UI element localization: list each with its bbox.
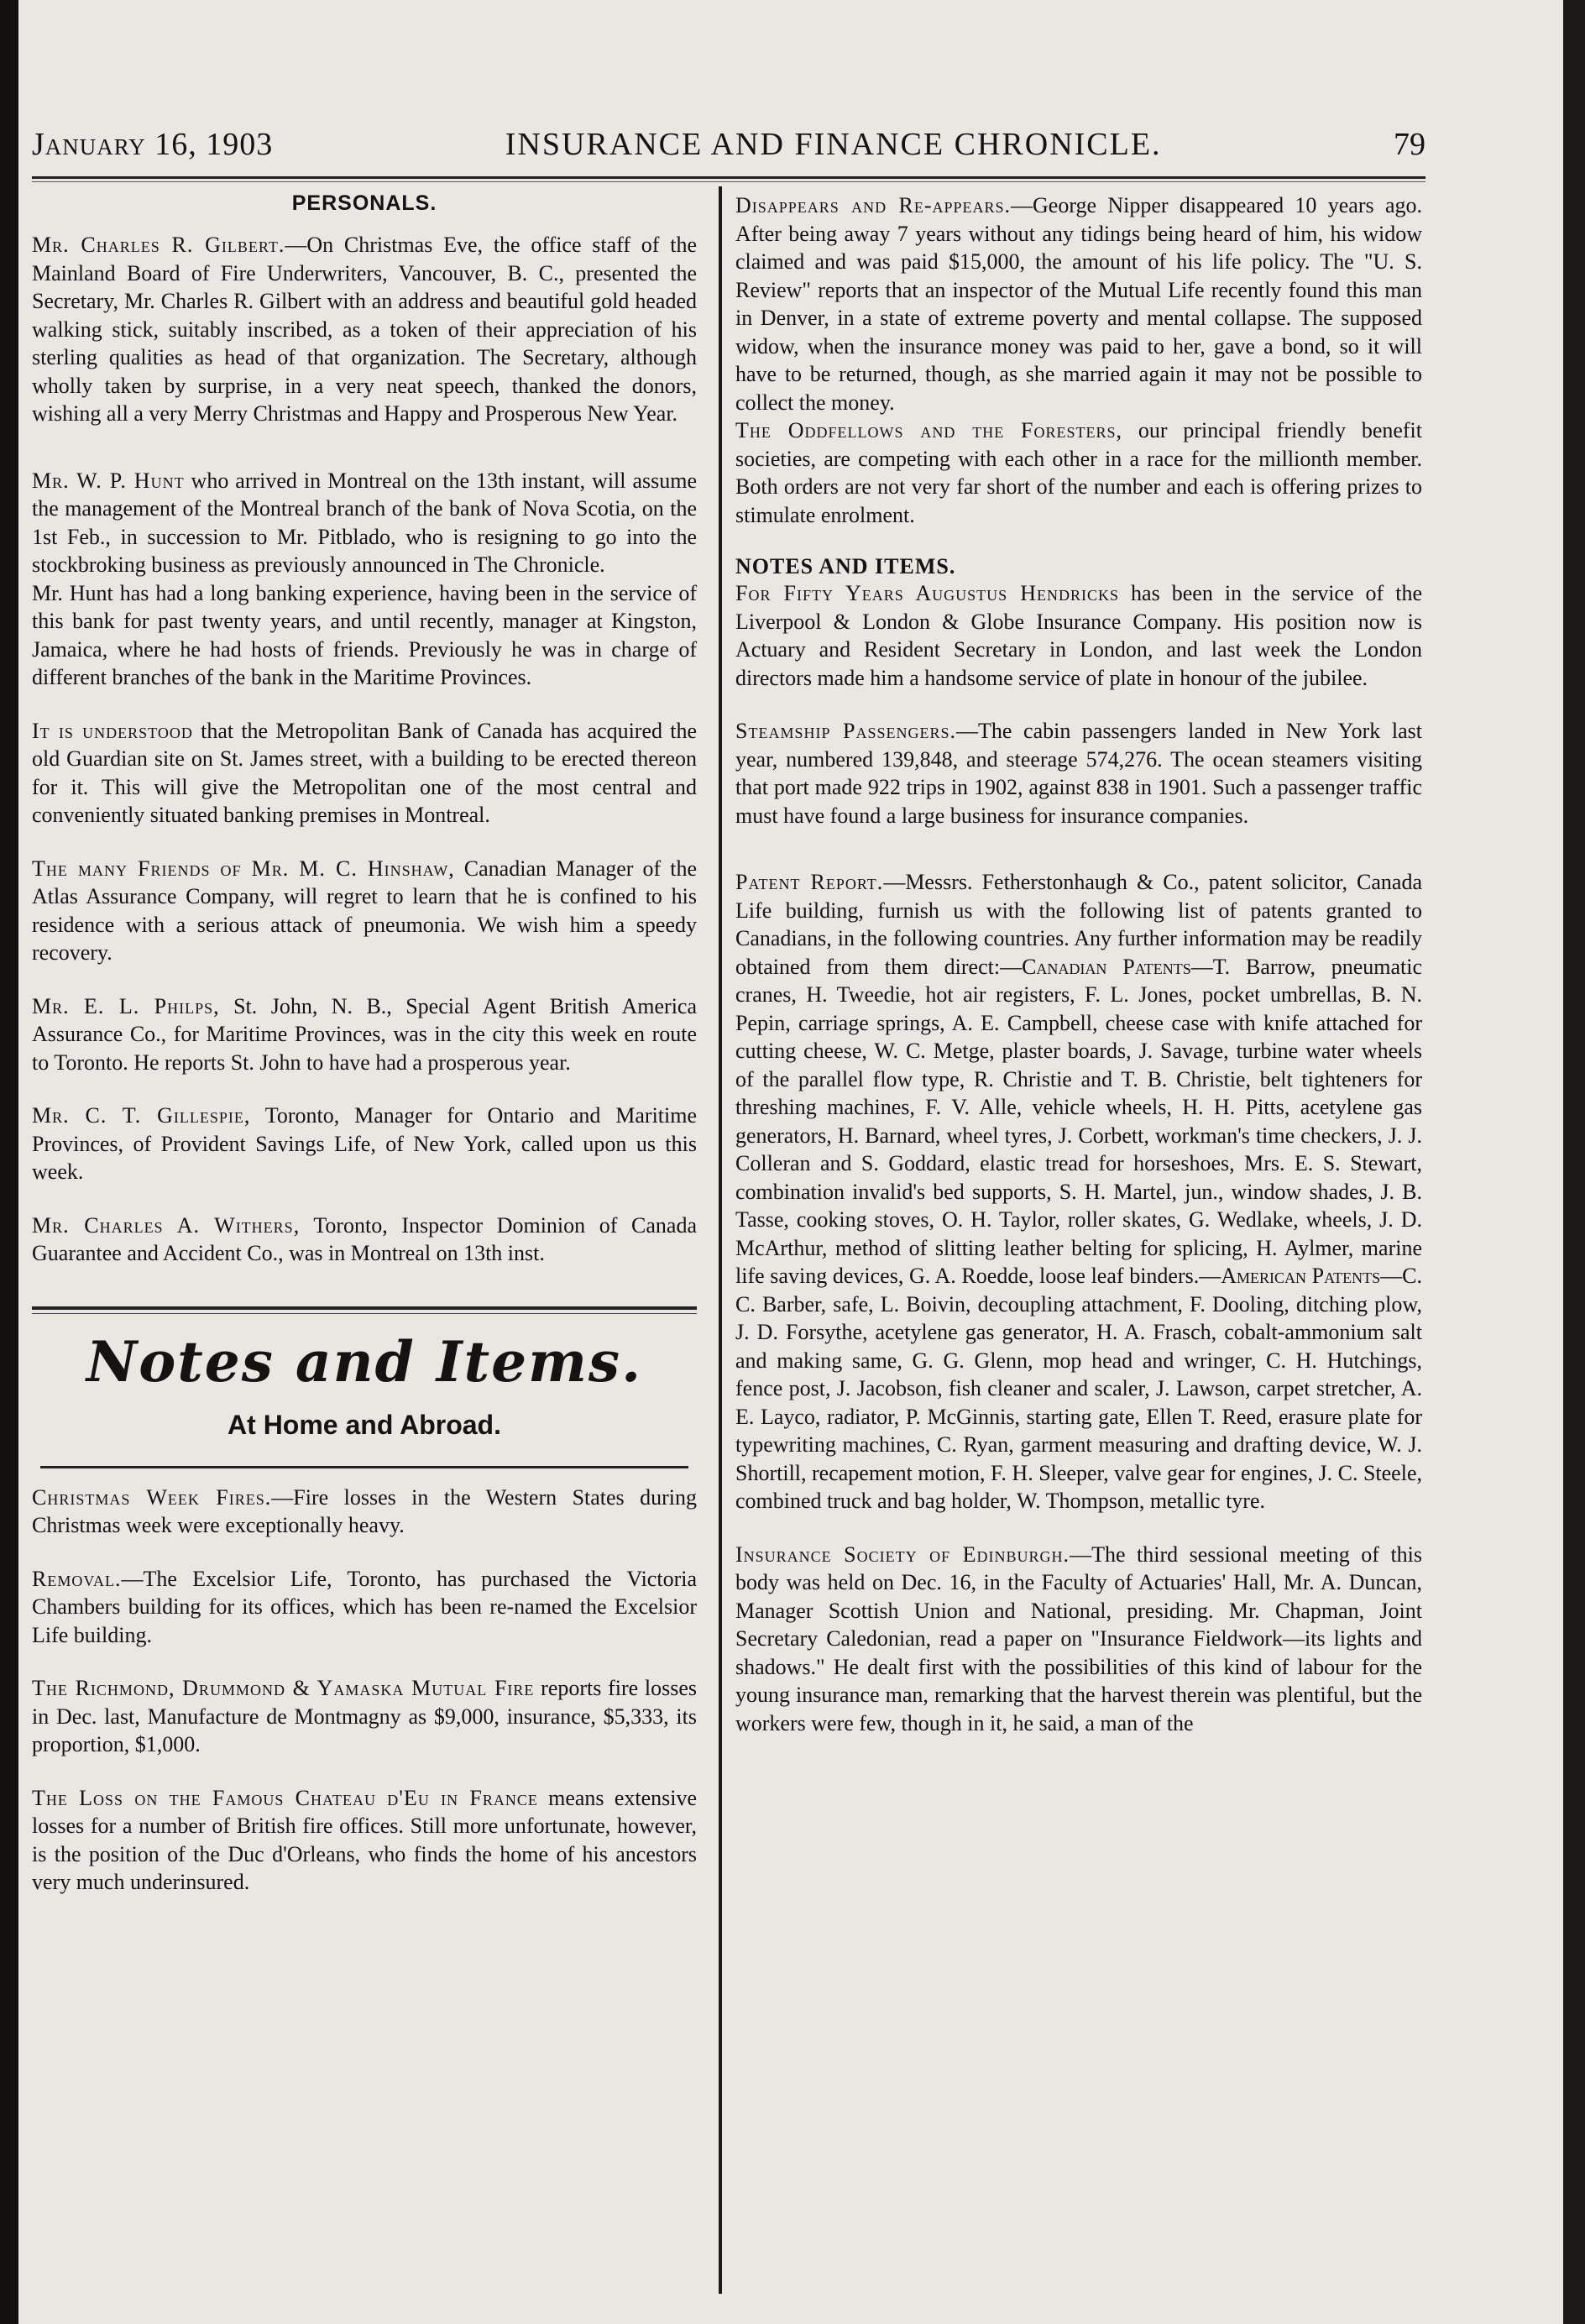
item-lead: Steamship Passengers. xyxy=(735,719,957,743)
item-body: —Messrs. Fetherstonhaugh & Co., patent solicitor, Canada Life building, furnish us with the following list of patents granted to Canadians, in the following countries. Any further information may be readily obtained from them direct:— xyxy=(735,870,1423,979)
item-chateau-deu xyxy=(32,1784,697,1897)
item-body: —George Nipper disappeared 10 years ago. After being away 7 years without any tidings being heard of him, his widow claimed and was paid $15,000, the amount of his life policy. The "U. S. Review" reports that an inspector of the Mutual Life recently found this man in Denver, in a state of extreme poverty and mental collapse. The supposed widow, when the insurance money was paid to her, gave a bond, so it will have to be returned, though, as she married again it may not be possible to collect the money. xyxy=(735,193,1422,415)
item-body: —On Christmas Eve, the office staff of the Mainland Board of Fire Underwriters, Vancouver, B. C., presented the Secretary, Mr. Charles R. Gilbert with an address and beautiful gold headed walking stick, suitably inscribed, as a token of their appreciation of his sterling qualities as head of that organization. The Secretary, although wholly taken by surprise, in a very neat speech, thanked the donors, wishing all a very Merry Christmas and Happy and Prosperous New Year. xyxy=(32,233,698,426)
item-hunt xyxy=(32,467,697,579)
notes-subtitle: At Home and Abroad. xyxy=(228,1409,501,1440)
item-lead: The Loss on the Famous Chateau d'Eu in France xyxy=(32,1785,538,1810)
item-body: —The Excelsior Life, Toronto, has purchased the Victoria Chambers building for its offices, which has been re-named the Excelsior Life building. xyxy=(32,1566,697,1647)
item-hinshaw xyxy=(32,855,697,967)
item-lead: For Fifty Years Augustus Hendricks xyxy=(735,581,1120,605)
item-lead: The many Friends of Mr. M. C. Hinshaw, xyxy=(32,856,455,881)
item-lead: Patent Report. xyxy=(735,870,884,894)
item-body: —The third sessional meeting of this body was held on Dec. 16, in the Faculty of Actuaries' Hall, Mr. A. Duncan, Manager Scottish Union and National, presiding. Mr. Chapman, Joint Secretary Caledonian, read a paper on "Insurance Fieldwork—its lights and shadows." He dealt first with the possibilities of this kind of labour for the young insurance man, remarking that the harvest therein was plentiful, but the workers were few, though in it, he said, a man of the xyxy=(735,1541,1423,1735)
section-rule xyxy=(32,1306,697,1310)
running-header xyxy=(32,126,1425,176)
item-christmas-fires xyxy=(32,1484,697,1540)
left-column xyxy=(32,191,697,1897)
canadian-patents-label: Canadian Patents xyxy=(1022,954,1191,979)
item-body: Canadian Manager of the Atlas Assurance Company, will regret to learn that he is confined to his residence with a serious attack of pneumonia. We wish him a speedy recovery. xyxy=(32,856,697,965)
american-patents-label: American Patents xyxy=(1221,1264,1381,1288)
item-disappears xyxy=(735,191,1422,416)
item-lead: Mr. Charles A. Withers, xyxy=(32,1212,301,1238)
item-hendricks xyxy=(735,579,1422,692)
item-steamship xyxy=(735,717,1422,830)
item-body: —Fire losses in the Western States during Christmas week were exceptionally heavy. xyxy=(32,1484,697,1537)
item-body: reports fire losses in Dec. last, Manufacture de Montmagny as $9,000, insurance, $5,333, its proportion, $1,000. xyxy=(32,1676,697,1756)
item-removal xyxy=(32,1565,697,1650)
item-body: means extensive losses for a number of British fire offices. Still more unfortunate, however, is the position of the Duc d'Orleans, who finds the home of his ancestors very much underinsured. xyxy=(32,1785,698,1894)
item-lead: It is understood xyxy=(32,718,193,743)
item-body: Toronto, Manager for Ontario and Maritime Provinces, of Provident Savings Life, of New York, called upon us this week. xyxy=(32,1103,697,1184)
item-richmond-mutual xyxy=(32,1674,697,1759)
notes-and-items-title: Notes and Items. xyxy=(86,1328,643,1395)
item-lead: Insurance Society of Edinburgh. xyxy=(735,1541,1070,1567)
scan-edge-right xyxy=(1563,0,1585,2324)
item-gillespie xyxy=(32,1102,697,1186)
item-hunt-2: Mr. Hunt has had a long banking experience, having been in the service of this bank for past twenty years, and until recently, manager at Kingston, Jamaica, where he had hosts of friends. Previously he was in charge of different branches of the bank in the Maritime Provinces. xyxy=(32,580,697,689)
item-body: St. John, N. B., Special Agent British America Assurance Co., for Maritime Provinces, was in the city this week en route to Toronto. He reports St. John to have had a prosperous year. xyxy=(32,993,697,1075)
item-metropolitan xyxy=(32,717,697,830)
item-withers xyxy=(32,1212,697,1268)
item-lead: The Oddfellows and the Foresters, xyxy=(735,418,1123,442)
item-body: —T. Barrow, pneumatic cranes, H. Tweedie, hot air registers, F. L. Jones, pocket umbrellas, B. N. Pepin, carriage springs, A. E. Campbell, cheese case with knife attached for cutting cheese, W. C. Metge, plaster boards, J. Savage, turbine water wheels of the parallel flow type, R. Christie and T. B. Christie, belt tighteners for threshing machines, F. V. Alle, vehicle wheels, H. H. Pitts, acetylene gas generators, H. Barnard, wheel tyres, J. Corbett, workman's time checkers, J. J. Colleran and S. Goddard, elastic tread for horseshoes, Mrs. E. S. Stewart, combination invalid's bed supports, S. H. Martel, jun., window shades, J. B. Tasse, cooking stoves, O. H. Taylor, roller skates, G. Wedlake, wheels, J. D. McArthur, method of slitting leather belting for splicing, H. Aylmer, marine life saving devices, G. A. Roedde, loose leaf binders.— xyxy=(735,954,1422,1288)
page-number: 79 xyxy=(1394,127,1425,162)
item-body: who arrived in Montreal on the 13th instant, will assume the management of the Montreal branch of the bank of Nova Scotia, on the 1st Feb., in succession to Mr. Pitblado, who is resigning to go into the stockbroking business as previously announced in The Chronicle. xyxy=(32,468,698,577)
item-gilbert xyxy=(32,231,697,428)
header-rule xyxy=(32,176,1425,179)
item-patent-report xyxy=(735,868,1422,1515)
notes-items-heading: NOTES AND ITEMS. xyxy=(735,554,956,578)
item-body: that the Metropolitan Bank of Canada has acquired the old Guardian site on St. James street, with a building to be erected thereon for it. This will give the Metropolitan one of the most central and conveniently situated banking premises in Montreal. xyxy=(32,718,697,827)
journal-title: INSURANCE AND FINANCE CHRONICLE. xyxy=(505,127,1162,162)
column-divider xyxy=(719,186,722,2294)
scan-edge-left xyxy=(0,0,18,2324)
item-lead: Mr. W. P. Hunt xyxy=(32,468,185,493)
item-lead: Removal. xyxy=(32,1566,122,1591)
item-edinburgh-society xyxy=(735,1541,1422,1738)
header-rule-thin xyxy=(32,181,1425,182)
item-lead: Christmas Week Fires. xyxy=(32,1484,272,1510)
item-philps xyxy=(32,992,697,1077)
item-body: —C. C. Barber, safe, L. Boivin, decoupling attachment, F. Dooling, ditching plow, J. D. Forsythe, acetylene gas generator, H. A. Frasch, cobalt-ammonium salt and making same, G. G. Glenn, mop head and wringer, C. H. Hutchings, fence post, J. Jacobson, fish cleaner and scaler, J. Lawson, carpet stretcher, A. E. Layco, radiator, P. McGinnis, starting gate, Ellen T. Reed, erasure plate for typewriting machines, C. Ryan, garment measuring and drafting device, W. J. Shortill, recapement motion, F. H. Sleeper, valve gear for engines, J. C. Steele, combined truck and bag holder, W. Thompson, metallic tyre. xyxy=(735,1264,1422,1513)
right-column xyxy=(735,191,1422,1737)
personals-heading: PERSONALS. xyxy=(291,191,437,215)
issue-date: January 16, 1903 xyxy=(32,127,274,162)
item-body: Toronto, Inspector Dominion of Canada Guarantee and Accident Co., was in Montreal on 13th inst. xyxy=(32,1212,697,1265)
item-body: has been in the service of the Liverpool & London & Globe Insurance Company. His position now is Actuary and Resident Secretary in London, and last week the London directors made him a handsome service of plate in honour of the jubilee. xyxy=(735,581,1422,690)
item-body: our principal friendly benefit societies, are competing with each other in a race for the millionth member. Both orders are not very far short of the number and each is offering prizes to stimulate enrolment. xyxy=(735,418,1423,527)
item-lead: Mr. Charles R. Gilbert. xyxy=(32,233,285,257)
item-lead: Mr. E. L. Philps, xyxy=(32,993,220,1018)
item-oddfellows xyxy=(735,416,1422,529)
item-lead: Disappears and Re-appears. xyxy=(735,193,1012,217)
item-lead: The Richmond, Drummond & Yamaska Mutual Fire xyxy=(32,1676,535,1700)
item-lead: Mr. C. T. Gillespie, xyxy=(32,1103,251,1128)
item-body: —The cabin passengers landed in New York last year, numbered 139,848, and steerage 574,276. The ocean steamers visiting that port made 922 trips in 1902, against 838 in 1901. Such a passenger traffic must have found a large business for insurance companies. xyxy=(735,719,1422,828)
